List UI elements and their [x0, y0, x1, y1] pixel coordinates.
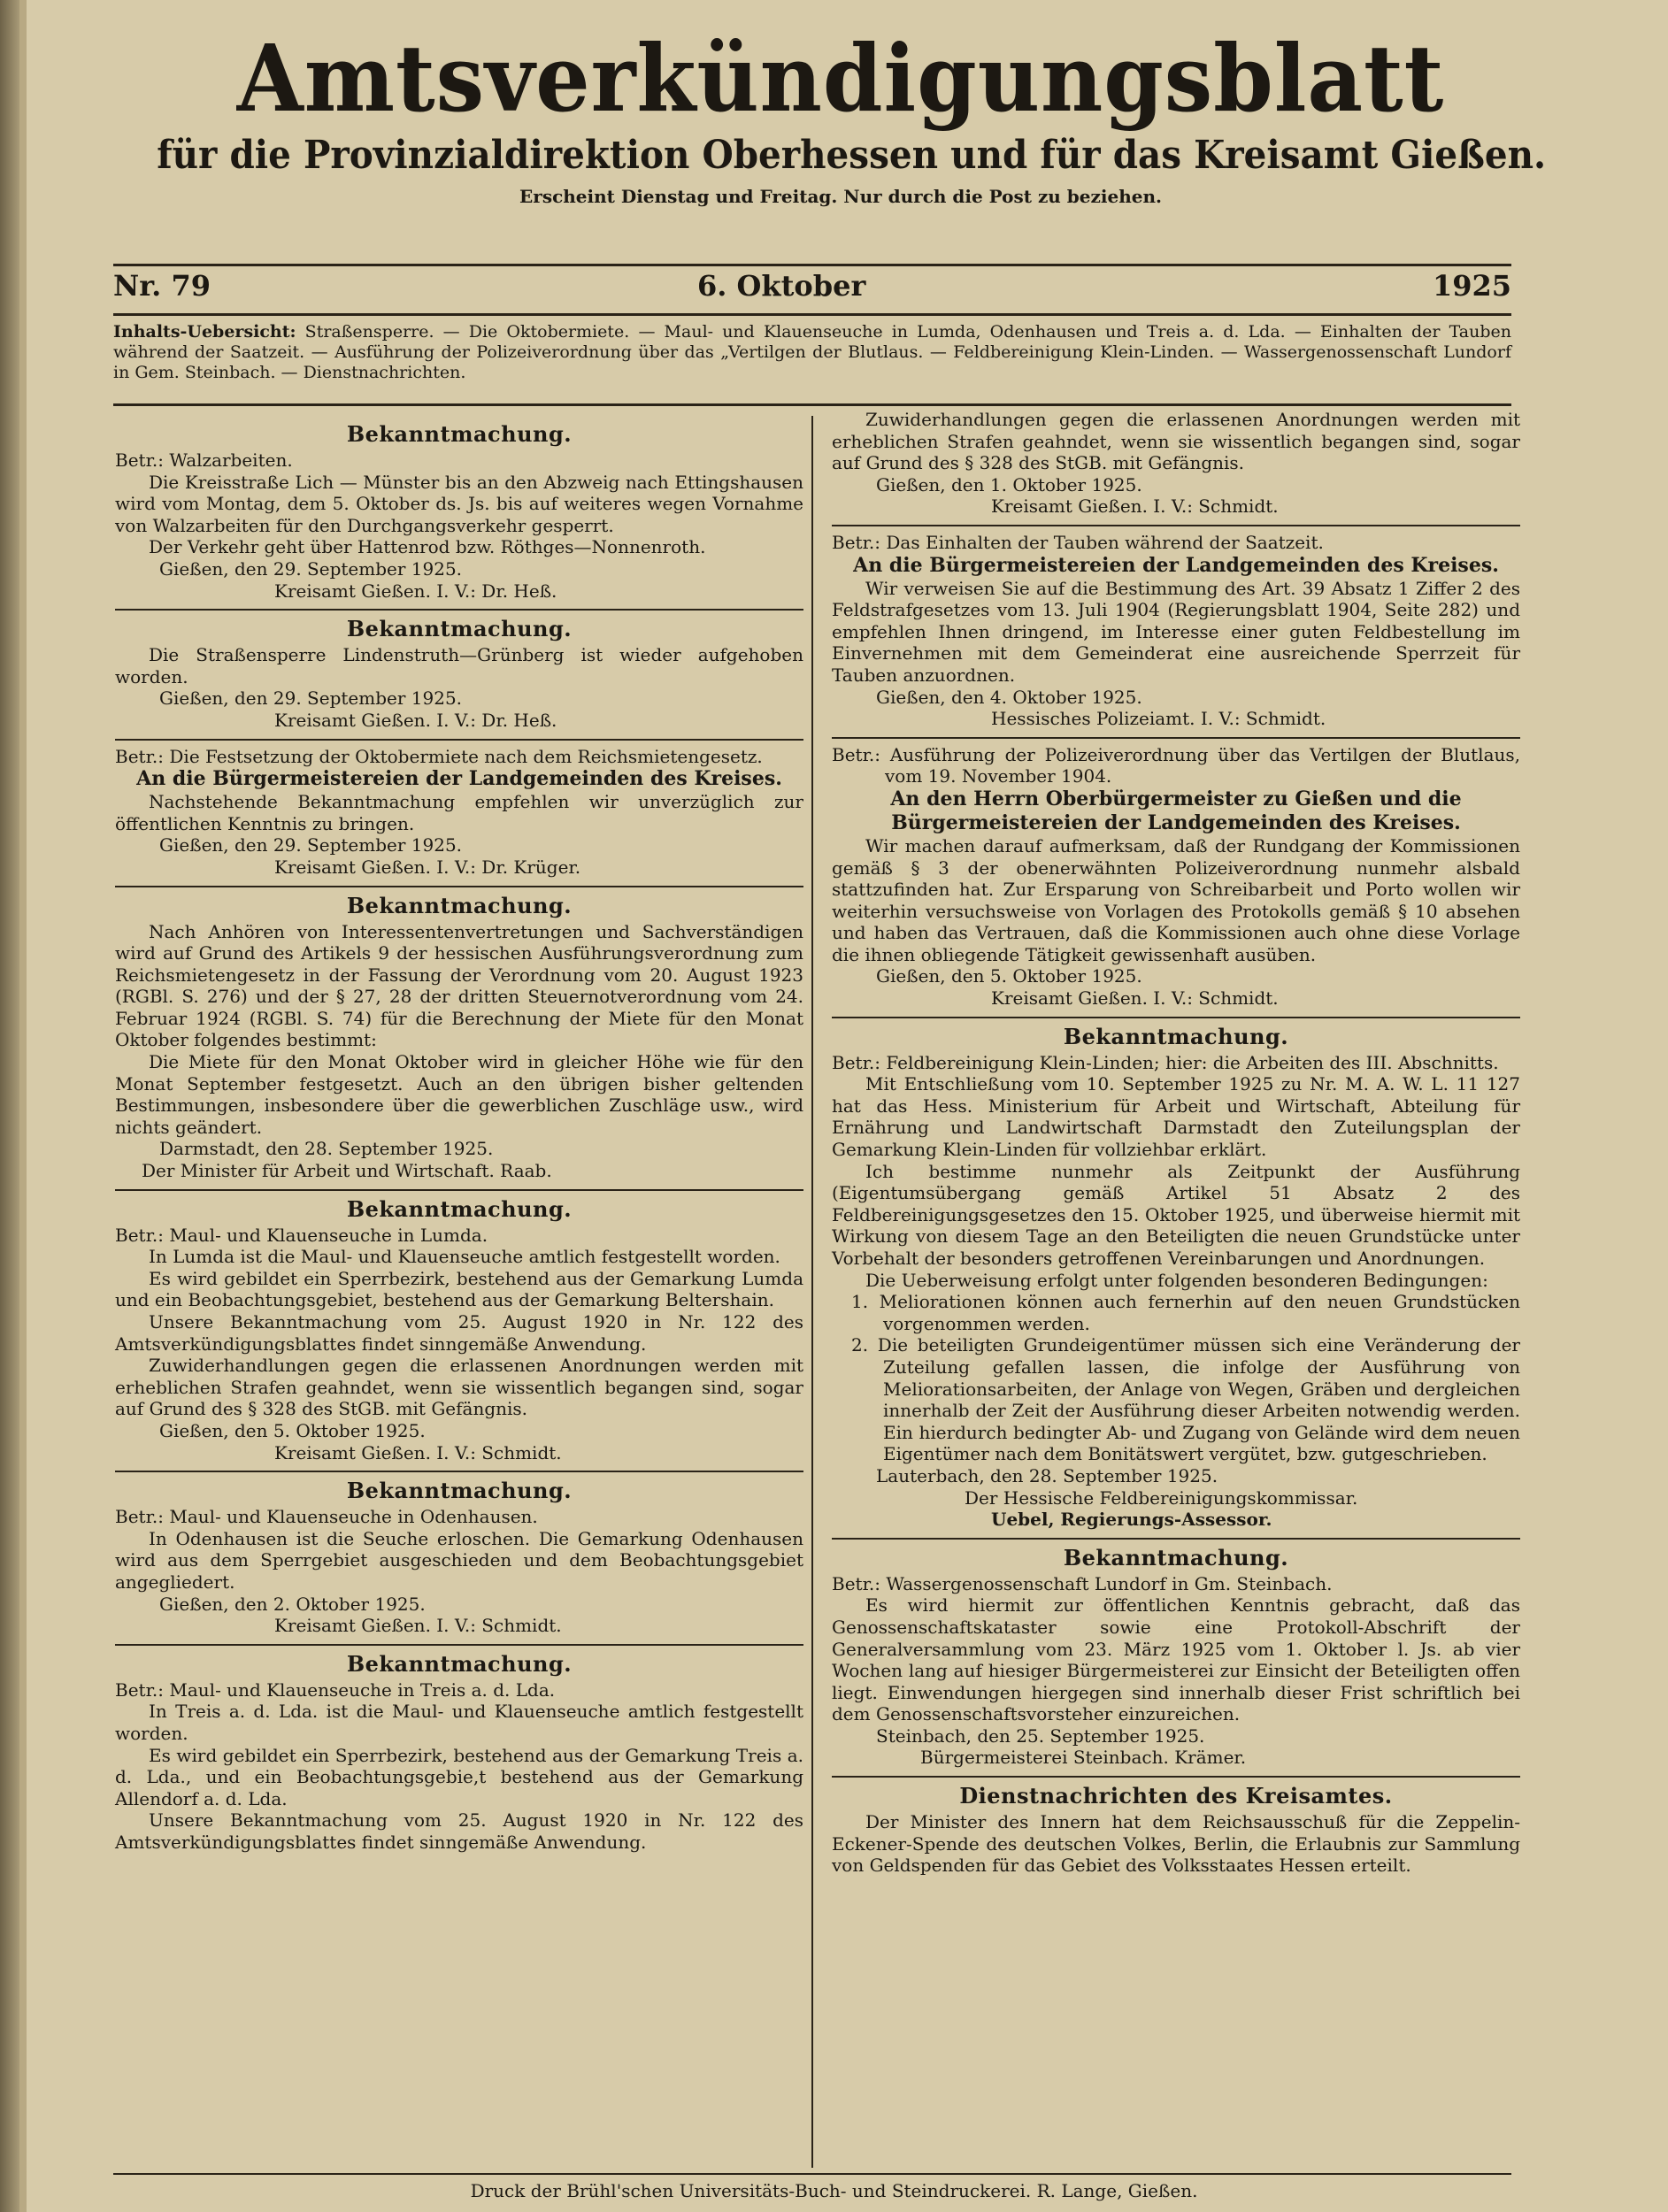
- notice-subject: Betr.: Ausführung der Polizeiverordnung über das Vertilgen der Blutlaus, vom 19. November 1904.: [832, 743, 1520, 787]
- list-item: 2. Die beteiligten Grundeigentümer müssen sich eine Veränderung der Zuteilung gefallen lassen, die infolge der Ausführung von Meliorationsarbeiten, der Anlage von Wegen, Gräben und dergleichen innerhalb der Zeit der Ausführung dieser Arbeiten notwendig werden. Ein hierdurch bedingter Ab- und Zugang von Gelände wird dem neuen Eigentümer nach dem Bonitätswert vergütet, bzw. gutgeschrieben.: [851, 1334, 1520, 1465]
- contents-label: Inhalts-Uebersicht:: [113, 322, 296, 342]
- notice-separator: [115, 886, 803, 887]
- notice-paragraph: Es wird gebildet ein Sperrbezirk, bestehend aus der Gemarkung Lumda und ein Beobachtungsgebiet, bestehend aus der Gemarkung Beltershain.: [115, 1267, 803, 1311]
- notice-place-date: Gießen, den 5. Oktober 1925.: [876, 965, 1142, 987]
- left-column: [115, 416, 803, 1853]
- notice-signature: Kreisamt Gießen. I. V.: Schmidt.: [274, 1615, 562, 1637]
- notice-separator: [832, 525, 1520, 526]
- notice-paragraph: Die Miete für den Monat Oktober wird in gleicher Höhe wie für den Monat September festgesetzt. Auch an den übrigen bisher geltenden Bestimmungen, insbesondere über die gewerblichen Zuschläge usw., wird nichts geändert.: [115, 1051, 803, 1138]
- notice-signature: Kreisamt Gießen. I. V.: Schmidt.: [991, 987, 1279, 1010]
- notice-feldbereinigung: [832, 1024, 1520, 1531]
- notice-paragraph: Die Straßensperre Lindenstruth—Grünberg ist wieder aufgehoben worden.: [115, 644, 803, 687]
- notice-separator: [115, 609, 803, 611]
- notice-paragraph: Zuwiderhandlungen gegen die erlassenen Anordnungen werden mit erheblichen Strafen geahndet, wenn sie wissentlich begangen sind, sogar auf Grund des § 328 des StGB. mit Gefängnis.: [832, 409, 1520, 474]
- notice-place-date: Gießen, den 29. September 1925.: [159, 557, 463, 580]
- issue-number: Nr. 79: [113, 269, 211, 303]
- notice-paragraph: In Treis a. d. Lda. ist die Maul- und Klauenseuche amtlich festgestellt worden.: [115, 1701, 803, 1744]
- notice-subject: Betr.: Wassergenossenschaft Lundorf in Gm. Steinbach.: [832, 1572, 1333, 1594]
- notice-addressee: An den Herrn Oberbürgermeister zu Gießen und die Bürgermeistereien der Landgemeinden des Kreises.: [890, 787, 1462, 834]
- column-divider: [811, 416, 813, 2168]
- notice-signature: Kreisamt Gießen. I. V.: Dr. Heß.: [274, 580, 557, 602]
- issue-year: 1925: [1432, 269, 1511, 303]
- notice-paragraph: Zuwiderhandlungen gegen die erlassenen Anordnungen werden mit erheblichen Strafen geahndet, wenn sie wissentlich begangen sind, sogar auf Grund des § 328 des StGB. mit Gefängnis.: [115, 1355, 803, 1420]
- notice-separator: [832, 1776, 1520, 1778]
- notice-heading: Bekanntmachung.: [346, 421, 573, 447]
- notice-heading: Bekanntmachung.: [346, 1478, 573, 1504]
- issue-date: 6. Oktober: [697, 269, 866, 303]
- notice-heading: Bekanntmachung.: [1063, 1023, 1289, 1049]
- notice-place-date: Gießen, den 2. Oktober 1925.: [159, 1593, 426, 1615]
- publication-note: Erscheint Dienstag und Freitag. Nur durch die Post zu beziehen.: [519, 186, 1162, 207]
- notice-seuche-odenhausen: [115, 1478, 803, 1637]
- notice-separator: [832, 1017, 1520, 1018]
- notice-place-date: Gießen, den 29. September 1925.: [159, 834, 463, 856]
- notice-place-date: Steinbach, den 25. September 1925.: [876, 1724, 1205, 1747]
- notice-signature: Kreisamt Gießen. I. V.: Dr. Heß.: [274, 709, 557, 731]
- notice-place-date: Gießen, den 1. Oktober 1925.: [876, 473, 1142, 495]
- notice-heading: Bekanntmachung.: [346, 1195, 573, 1222]
- notice-paragraph: In Odenhausen ist die Seuche erloschen. Die Gemarkung Odenhausen wird aus dem Sperrgebiet ausgeschieden und dem Beobachtungsgebiet angegliedert.: [115, 1527, 803, 1593]
- issue-bar: [113, 265, 1511, 311]
- notice-oktobermiete: [115, 746, 803, 879]
- issue-rule: [113, 313, 1511, 316]
- notice-miete-darmstadt: [115, 893, 803, 1182]
- notice-seuche-treis-continued: [832, 409, 1520, 518]
- notice-signature: Der Hessische Feldbereinigungskommissar.: [965, 1486, 1358, 1509]
- notice-addressee: An die Bürgermeistereien der Landgemeinden des Kreises.: [853, 553, 1499, 577]
- notice-separator: [832, 1538, 1520, 1540]
- notice-heading: Bekanntmachung.: [346, 1650, 573, 1677]
- notice-wassergenossenschaft: [832, 1545, 1520, 1769]
- table-of-contents: [113, 322, 1511, 383]
- notice-paragraph: Der Minister des Innern hat dem Reichsausschuß für die Zeppelin-Eckener-Spende des deutschen Volkes, Berlin, die Erlaubnis zur Sammlung von Geldspenden für das Gebiet des Volksstaates Hessen erteilt.: [832, 1811, 1520, 1877]
- notice-strassensperre: [115, 616, 803, 731]
- notice-signature: Kreisamt Gießen. I. V.: Schmidt.: [274, 1441, 562, 1463]
- notice-subject: Betr.: Die Festsetzung der Oktobermiete nach dem Reichsmietengesetz.: [115, 745, 763, 767]
- newspaper-title: Amtsverkündigungsblatt: [236, 24, 1445, 133]
- notice-place-date: Gießen, den 29. September 1925.: [159, 687, 463, 710]
- notice-separator: [115, 1471, 803, 1472]
- notice-paragraph: Es wird hiermit zur öffentlichen Kenntnis gebracht, daß das Genossenschaftskataster sowie eine Protokoll-Abschrift der Generalversammlung vom 23. März 1925 vom 1. Oktober l. Js. ab vier Wochen lang auf hiesiger Bürgermeisterei zur Einsicht der Beteiligten offen liegt. Einwendungen hiergegen sind innerhalb dieser Frist schriftlich bei dem Genossenschaftsvorsteher einzureichen.: [832, 1594, 1520, 1725]
- notice-paragraph: Der Verkehr geht über Hattenrod bzw. Röthges—Nonnenroth.: [149, 536, 706, 558]
- notice-separator: [115, 1189, 803, 1191]
- notice-paragraph: Mit Entschließung vom 10. September 1925 zu Nr. M. A. W. L. 11 127 hat das Hess. Ministerium für Arbeit und Wirtschaft, Abteilung für Ernährung und Landwirtschaft Darmstadt den Zuteilungsplan der Gemarkung Klein-Linden für vollziehbar erklärt.: [832, 1073, 1520, 1161]
- notice-seuche-treis: [115, 1651, 803, 1854]
- newspaper-subtitle: für die Provinzialdirektion Oberhessen und für das Kreisamt Gießen.: [157, 133, 1547, 178]
- notice-signature: Bürgermeisterei Steinbach. Krämer.: [920, 1747, 1247, 1769]
- notice-heading: Bekanntmachung.: [346, 892, 573, 918]
- notice-tauben: [832, 532, 1520, 730]
- right-column: [832, 409, 1520, 1877]
- notice-paragraph: Die Ueberweisung erfolgt unter folgenden besonderen Bedingungen:: [865, 1269, 1488, 1291]
- notice-paragraph: Es wird gebildet ein Sperrbezirk, bestehend aus der Gemarkung Treis a. d. Lda., und ein Beobachtungsgebie,t bestehend aus der Gemarkung Allendorf a. d. Lda.: [115, 1744, 803, 1809]
- notice-heading: Bekanntmachung.: [346, 616, 573, 642]
- page-binding: [0, 0, 19, 2212]
- list-item: 1. Meliorationen können auch fernerhin auf den neuen Grundstücken vorgenommen werden.: [851, 1291, 1520, 1334]
- notice-paragraph: Nachstehende Bekanntmachung empfehlen wir unverzüglich zur öffentlichen Kenntnis zu bringen.: [115, 791, 803, 834]
- notice-separator: [115, 1644, 803, 1646]
- notice-subject: Betr.: Maul- und Klauenseuche in Odenhausen.: [115, 1506, 538, 1528]
- notice-heading: Bekanntmachung.: [1063, 1544, 1289, 1571]
- notice-signature-name: Uebel, Regierungs-Assessor.: [991, 1509, 1272, 1531]
- notice-heading: Dienstnachrichten des Kreisamtes.: [959, 1783, 1393, 1809]
- notice-subject: Betr.: Walzarbeiten.: [115, 449, 293, 471]
- notice-signature: Der Minister für Arbeit und Wirtschaft. Raab.: [142, 1160, 552, 1182]
- masthead: [97, 24, 1584, 211]
- notice-paragraph: Wir machen darauf aufmerksam, daß der Rundgang der Kommissionen gemäß § 3 der obenerwähnten Polizeiverordnung nunmehr alsbald stattzufinden hat. Zur Ersparung von Schreibarbeit und Porto wollen wir weiterhin versuchsweise von Vorlagen des Protokolls gemäß § 10 absehen und haben das Vertrauen, daß die Kommissionen auch ohne diese Vorlage die ihnen obliegende Tätigkeit gewissenhaft ausüben.: [832, 834, 1520, 965]
- page-edge: [19, 0, 27, 2212]
- notice-subject: Betr.: Feldbereinigung Klein-Linden; hier: die Arbeiten des III. Abschnitts.: [832, 1051, 1499, 1073]
- notice-place-date: Gießen, den 4. Oktober 1925.: [876, 686, 1142, 708]
- notice-place-date: Gießen, den 5. Oktober 1925.: [159, 1419, 426, 1441]
- notice-signature: Kreisamt Gießen. I. V.: Dr. Krüger.: [274, 856, 581, 878]
- notice-paragraph: Die Kreisstraße Lich — Münster bis an den Abzweig nach Ettingshausen wird vom Montag, dem 5. Oktober ds. Js. bis auf weiteres wegen Vornahme von Walzarbeiten für den Durchgangsverkehr gesperrt.: [115, 471, 803, 536]
- notice-seuche-lumda: [115, 1196, 803, 1464]
- notice-separator: [832, 737, 1520, 739]
- notice-paragraph: Unsere Bekanntmachung vom 25. August 1920 in Nr. 122 des Amtsverkündigungsblattes findet sinngemäße Anwendung.: [115, 1311, 803, 1355]
- notice-paragraph: Nach Anhören von Interessentenvertretungen und Sachverständigen wird auf Grund des Artikels 9 der hessischen Ausführungsverordnung zum Reichsmietengesetz in der Fassung der Verordnung vom 20. August 1923 (RGBl. S. 276) und der § 27, 28 der dritten Steuernotverordnung vom 24. Februar 1924 (RGBl. S. 74) für die Berechnung der Miete für den Monat Oktober folgendes bestimmt:: [115, 920, 803, 1051]
- notice-signature: Hessisches Polizeiamt. I. V.: Schmidt.: [991, 708, 1326, 730]
- notice-signature: Kreisamt Gießen. I. V.: Schmidt.: [991, 495, 1279, 518]
- notice-subject: Betr.: Maul- und Klauenseuche in Treis a. d. Lda.: [115, 1678, 556, 1701]
- notice-paragraph: Ich bestimme nunmehr als Zeitpunkt der Ausführung (Eigentumsübergang gemäß Artikel 51 Absatz 2 des Feldbereinigungsgesetzes den 15. Oktober 1925, und überweise hiermit mit Wirkung von diesem Tage an den Beteiligten die neuen Grundstücke unter Vorbehalt der besonders getroffenen Vereinbarungen und Anordnungen.: [832, 1160, 1520, 1269]
- notice-paragraph: In Lumda ist die Maul- und Klauenseuche amtlich festgestellt worden.: [149, 1246, 780, 1268]
- contents-text: Straßensperre. — Die Oktobermiete. — Maul- und Klauenseuche in Lumda, Odenhausen und Treis a. d. Lda. — Einhalten der Tauben während der Saatzeit. — Ausführung der Polizeiverordnung über das „Vertilgen der Blutlaus. — Feldbereinigung Klein-Linden. — Wassergenossenschaft Lundorf in Gem. Steinbach. — Dienstnachrichten.: [113, 322, 1511, 382]
- notice-place-date: Darmstadt, den 28. September 1925.: [159, 1138, 494, 1160]
- notice-walzarbeiten: [115, 421, 803, 602]
- footer-rule: [113, 2173, 1511, 2175]
- contents-rule: [113, 403, 1511, 406]
- notice-subject: Betr.: Maul- und Klauenseuche in Lumda.: [115, 1224, 488, 1246]
- notice-addressee: An die Bürgermeistereien der Landgemeinden des Kreises.: [136, 767, 782, 791]
- notice-paragraph: Wir verweisen Sie auf die Bestimmung des Art. 39 Absatz 1 Ziffer 2 des Feldstrafgesetzes vom 13. Juli 1904 (Regierungsblatt 1904, Seite 282) und empfehlen Ihnen dringend, im Interesse einer guten Feldbestellung im Einvernehmen mit dem Gemeinderat eine ausreichende Sperrzeit für Tauben anzuordnen.: [832, 577, 1520, 686]
- notice-blutlaus: [832, 744, 1520, 1010]
- notice-paragraph: Unsere Bekanntmachung vom 25. August 1920 in Nr. 122 des Amtsverkündigungsblattes findet sinngemäße Anwendung.: [115, 1809, 803, 1853]
- notice-dienstnachrichten: [832, 1783, 1520, 1877]
- notice-place-date: Lauterbach, den 28. September 1925.: [876, 1464, 1218, 1486]
- notice-subject: Betr.: Das Einhalten der Tauben während der Saatzeit.: [832, 531, 1324, 553]
- printer-imprint: Druck der Brühl'schen Universitäts-Buch- und Steindruckerei. R. Lange, Gießen.: [470, 2180, 1198, 2201]
- notice-separator: [115, 739, 803, 741]
